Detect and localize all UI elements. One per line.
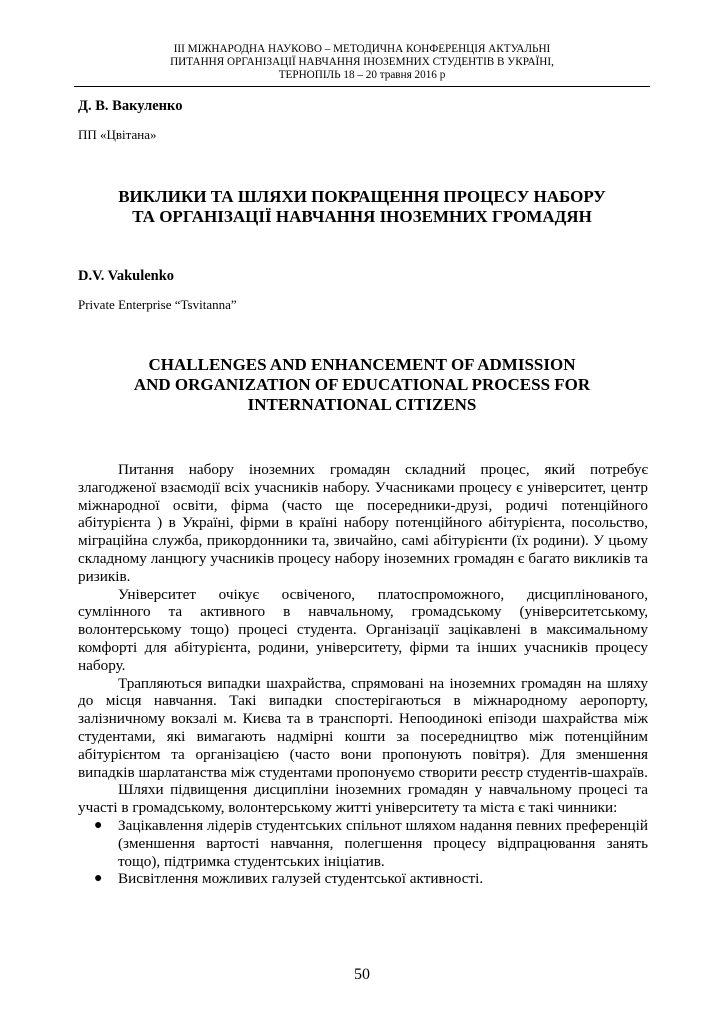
page-number: 50: [354, 966, 370, 983]
paper-title-ua: [74, 187, 650, 227]
bullet-text: Зацікавлення лідерів студентських спільнот шляхом надання певних преференцій (зменшення вартості навчання, полегшення процесу відпрацювання занять тощо), підтримка студентських ініціатив.: [118, 816, 648, 870]
bullet-icon: ●: [94, 817, 103, 833]
header-rule: [74, 86, 650, 87]
title-line: ВИКЛИКИ ТА ШЛЯХИ ПОКРАЩЕННЯ ПРОЦЕСУ НАБОРУ: [118, 187, 606, 206]
running-header-line: ТЕРНОПІЛЬ 18 – 20 травня 2016 р: [278, 69, 446, 81]
body-paragraph: Трапляються випадки шахрайства, спрямовані на іноземних громадян на шляху до місця навчання. Такі випадки спостерігаються в міжнародному аеропорту, залізничному вокзалі м. Києва та в транспорті. Непоодинокі епізоди шахрайства між студентами, які вимагають надмірні кошти за посередництво між потенційним абітурієнтом та організацією (часто вони пропонують повітря). Для зменшення випадків шарлатанства між студентами пропонуємо створити реєстр студентів-шахраїв.: [78, 674, 648, 781]
bullet-icon: ●: [94, 871, 103, 887]
body-paragraph: Шляхи підвищення дисципліни іноземних громадян у навчальному процесі та участі в громадському, волонтерському житті університету та міста є такі чинники:: [78, 781, 648, 817]
title-line: CHALLENGES AND ENHANCEMENT OF ADMISSION: [148, 355, 576, 374]
paper-title-en: [74, 355, 650, 415]
title-line: ТА ОРГАНІЗАЦІЇ НАВЧАННЯ ІНОЗЕМНИХ ГРОМАДЯН: [132, 207, 592, 226]
author-affiliation-en: Private Enterprise “Tsvitanna”: [78, 297, 237, 312]
bullet-text: Висвітлення можливих галузей студентської активності.: [118, 870, 484, 888]
author-name-ua: Д. В. Вакуленко: [78, 98, 183, 114]
body-paragraph: Університет очікує освіченого, платоспроможного, дисциплінованого, сумлінного та активного в навчальному, громадському (університетському, волонтерському тощо) процесі студента. Організації зацікавлені в максимальному комфорті для абітурієнта, родини, університету, фірми та інших учасників процесу набору.: [78, 585, 648, 674]
author-name-en: D.V. Vakulenko: [78, 268, 175, 284]
title-line: AND ORGANIZATION OF EDUCATIONAL PROCESS FOR: [133, 375, 591, 394]
running-header-line: ІІІ МІЖНАРОДНА НАУКОВО – МЕТОДИЧНА КОНФЕРЕНЦІЯ АКТУАЛЬНІ: [173, 43, 551, 55]
title-line: INTERNATIONAL CITIZENS: [247, 395, 477, 414]
bullet-item: [78, 817, 648, 870]
running-header-line: ПИТАННЯ ОРГАНІЗАЦІЇ НАВЧАННЯ ІНОЗЕМНИХ СТУДЕНТІВ В УКРАЇНІ,: [170, 56, 554, 68]
body-text: [78, 461, 648, 888]
author-affiliation-ua: ПП «Цвітана»: [78, 127, 157, 142]
bullet-item: [78, 870, 648, 888]
body-paragraph: Питання набору іноземних громадян складний процес, який потребує злагодженої взаємодії всіх учасників набору. Учасниками процесу є університет, центр міжнародної освіти, фірма (часто ще посередники-друзі, родичі потенційного абітурієнта ) в Україні, фірми в країні набору потенційного абітурієнта, посольство, міграційна служба, прикордонники та, звичайно, самі абітурієнти (їх родини). У цьому складному ланцюгу учасників процесу набору іноземних громадян є багато викликів та ризиків.: [78, 461, 648, 585]
bullet-list: [78, 817, 648, 888]
running-header: [74, 43, 650, 82]
